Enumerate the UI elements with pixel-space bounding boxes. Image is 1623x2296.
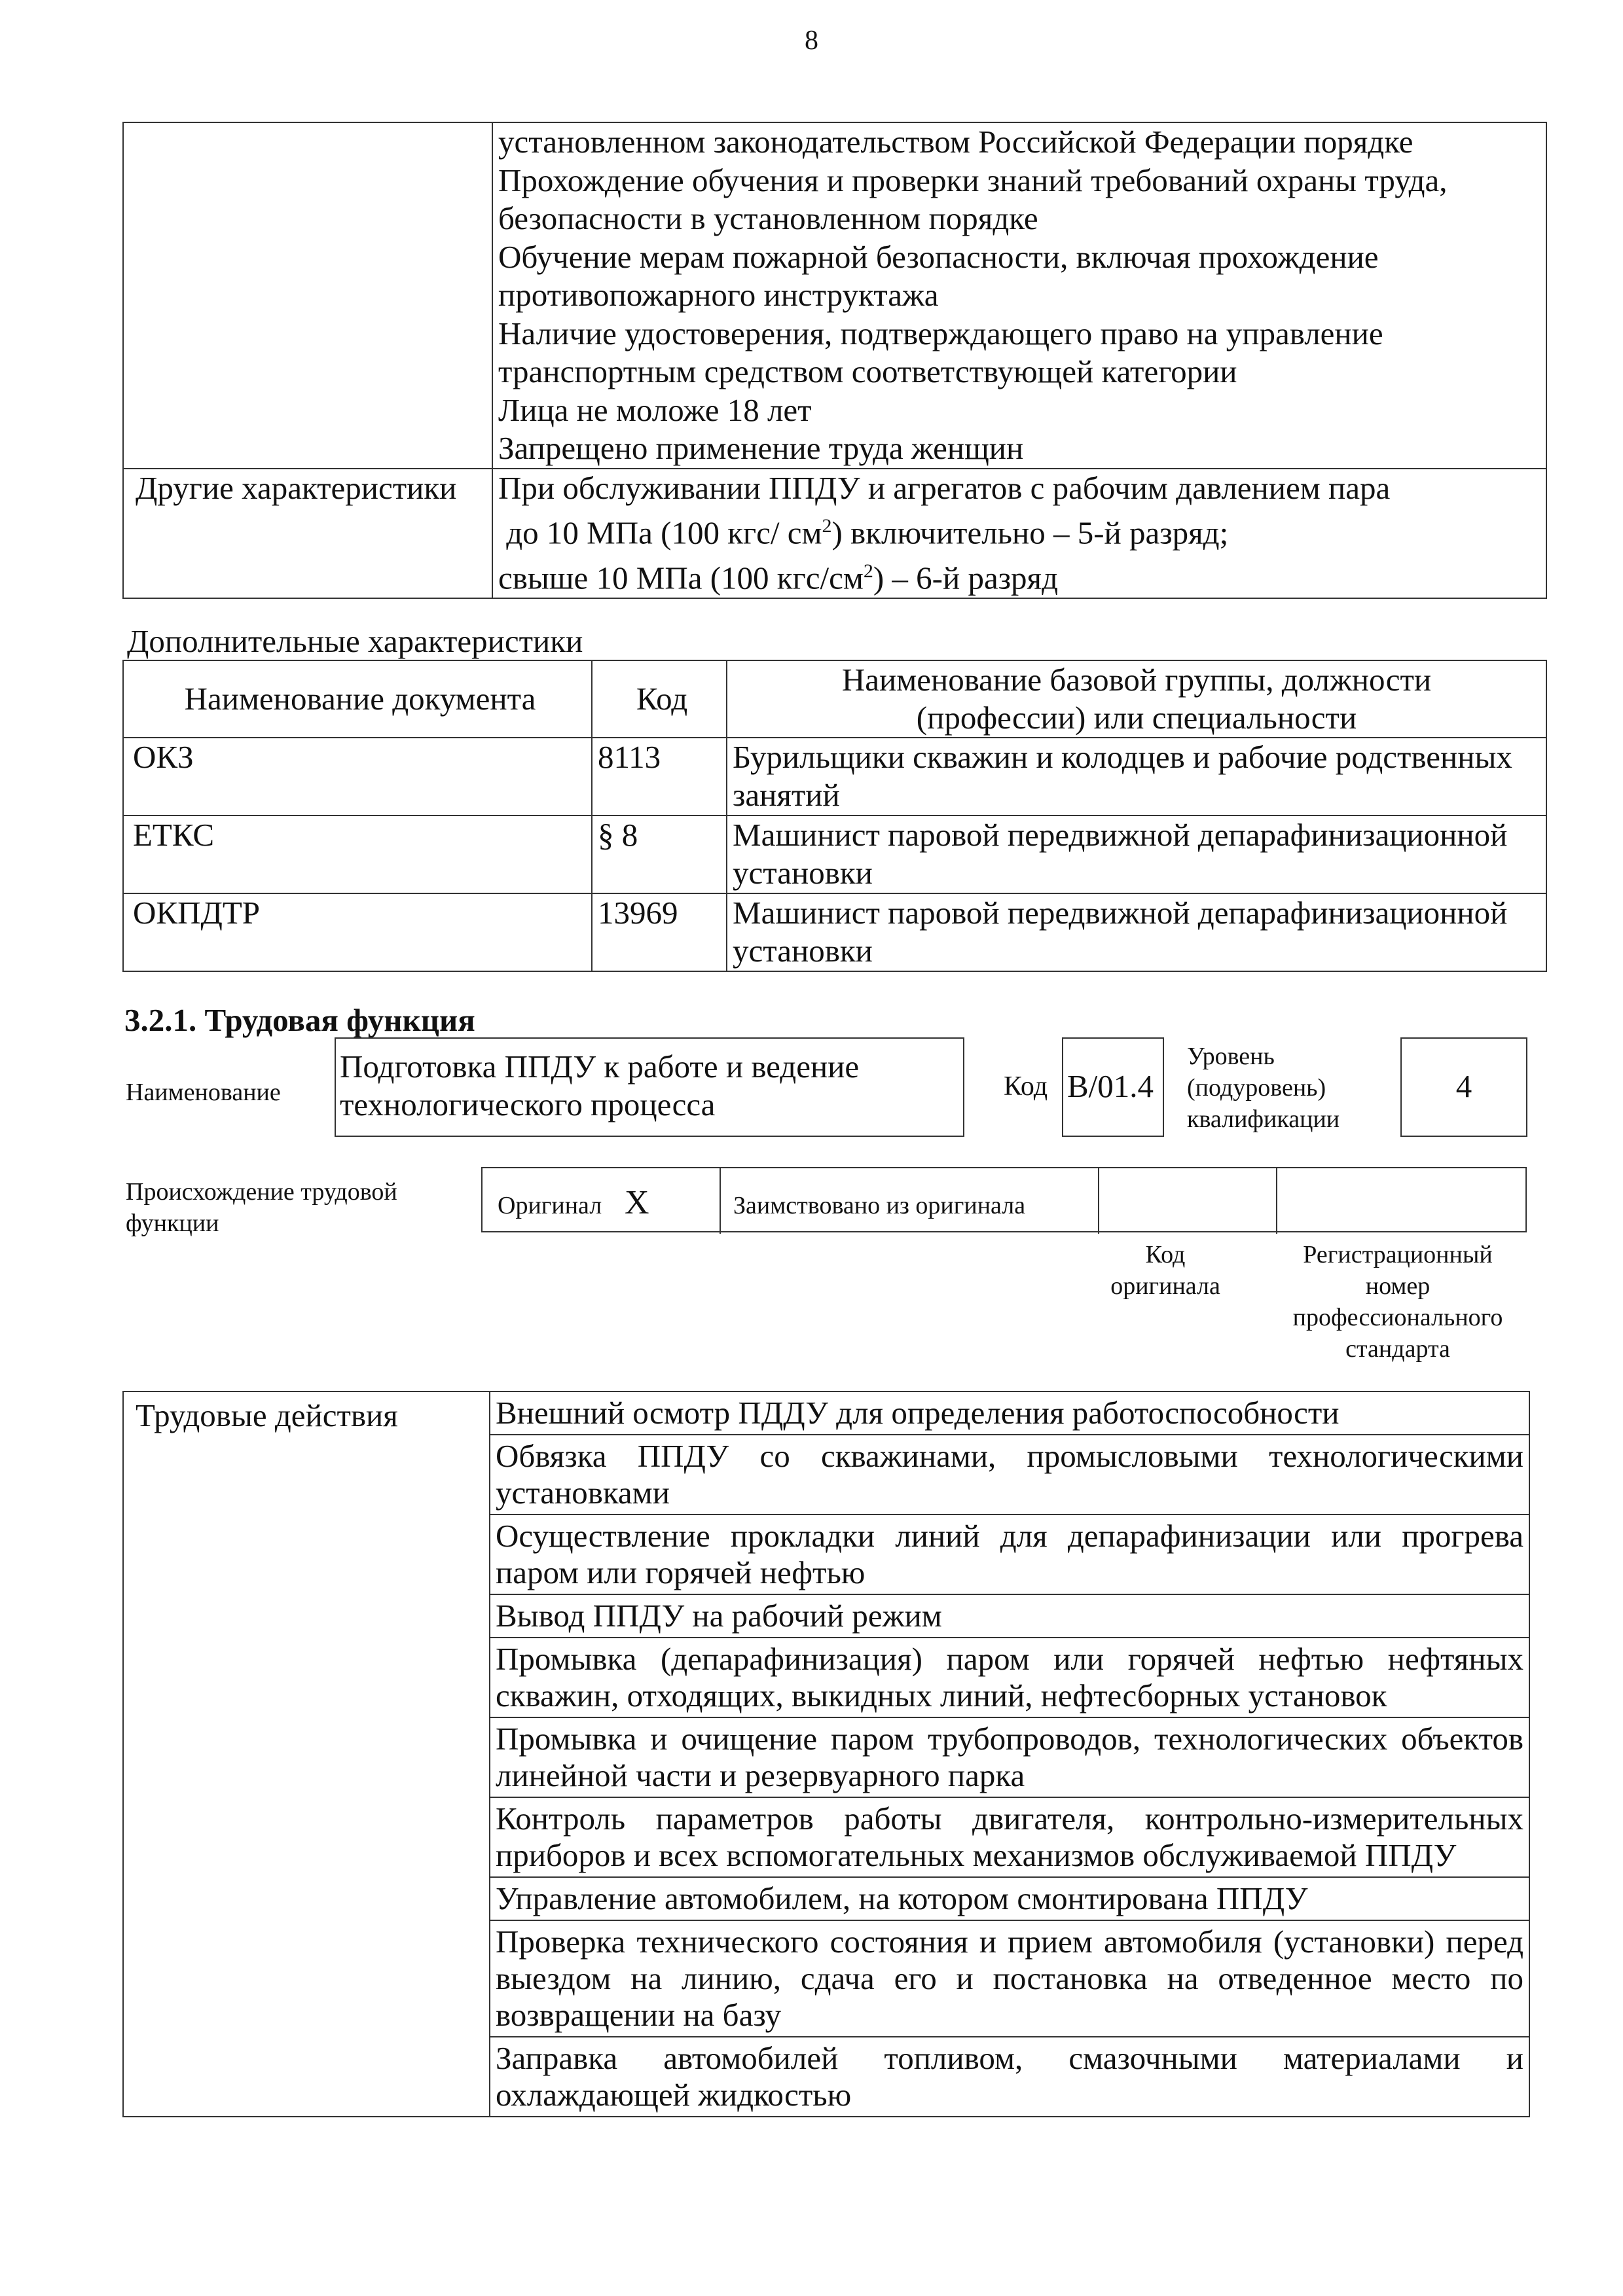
other-characteristics-label: Другие характеристики: [123, 469, 492, 598]
origin-label-line-1: Происхождение трудовой: [126, 1178, 397, 1206]
function-code-box: B/01.4: [1062, 1037, 1164, 1137]
requirements-table: [122, 122, 1547, 599]
requirements-list: [492, 122, 1546, 469]
other-line-3-a: свыше 10 МПа (100 кгс/см: [498, 560, 864, 596]
code-cell: 8113: [592, 738, 727, 816]
doc-cell: ОКПДТР: [123, 893, 592, 971]
labor-action: Промывка (депарафинизация) паром или горячей нефтью нефтяных скважин, отходящих, выкидных линий, нефтесборных установок: [490, 1638, 1529, 1717]
original-code-caption-line-2: оригинала: [1110, 1272, 1220, 1300]
table-row: [123, 1391, 1529, 1435]
level-label-line-3: квалификации: [1187, 1105, 1340, 1133]
labor-action: Вывод ППДУ на рабочий режим: [490, 1594, 1529, 1638]
requirement-line: транспортным средством соответствующей категории: [498, 353, 1237, 389]
table-row: [123, 469, 1546, 598]
labor-action: Обвязка ППДУ со скважинами, промысловыми технологическими установками: [490, 1435, 1529, 1515]
original-mark: X: [625, 1184, 649, 1221]
table-row: [123, 893, 1546, 971]
other-line-1: При обслуживании ППДУ и агрегатов с рабочим давлением пара: [498, 469, 1391, 506]
origin-label: [126, 1176, 397, 1239]
other-characteristics-text: [492, 469, 1546, 598]
requirements-left-cell: [123, 122, 492, 469]
requirement-line: противопожарного инструктажа: [498, 277, 939, 313]
registration-caption-line-1: Регистрационный: [1303, 1241, 1493, 1268]
other-line-2-b: ) включительно – 5-й разряд;: [831, 514, 1229, 551]
registration-number-caption: [1257, 1239, 1539, 1365]
table-header-row: [123, 660, 1546, 738]
header-code: Код: [592, 660, 727, 738]
doc-cell: ОКЗ: [123, 738, 592, 816]
table-row: [123, 738, 1546, 816]
page-number: 8: [805, 26, 818, 56]
qualification-level-box: 4: [1400, 1037, 1527, 1137]
table-row: [123, 816, 1546, 893]
header-group: Наименование базовой группы, должности (профессии) или специальности: [727, 660, 1546, 738]
labor-action: Управление автомобилем, на котором смонтирована ППДУ: [490, 1877, 1529, 1920]
code-cell: 13969: [592, 893, 727, 971]
labor-action: Проверка технического состояния и прием автомобиля (установки) перед выездом на линию, сдача его и постановка на отведенное место по возвращении на базу: [490, 1920, 1529, 2037]
level-label-line-2: (подуровень): [1187, 1074, 1326, 1102]
function-name-line-2: технологического процесса: [340, 1086, 716, 1122]
labor-action: Промывка и очищение паром трубопроводов, технологических объектов линейной части и резервуарного парка: [490, 1717, 1529, 1797]
additional-characteristics-caption: Дополнительные характеристики: [127, 623, 583, 659]
requirement-line: Лица не моложе 18 лет: [498, 391, 812, 428]
table-row: [123, 122, 1546, 469]
section-heading: 3.2.1. Трудовая функция: [124, 1002, 475, 1038]
function-name-box: [335, 1037, 964, 1137]
labor-actions-label: Трудовые действия: [123, 1391, 490, 2117]
requirement-line: безопасности в установленном порядке: [498, 200, 1038, 236]
requirement-line: Прохождение обучения и проверки знаний требований охраны труда,: [498, 162, 1448, 198]
origin-label-line-2: функции: [126, 1210, 219, 1237]
superscript: 2: [863, 560, 873, 582]
registration-caption-line-3: профессионального: [1292, 1304, 1503, 1331]
other-line-3: [498, 552, 1541, 598]
requirement-line: Обучение мерам пожарной безопасности, включая прохождение: [498, 238, 1379, 275]
other-line-2-a: до 10 МПа (100 кгс/ см: [506, 514, 822, 551]
origin-divider: [1098, 1168, 1099, 1234]
labor-action: Заправка автомобилей топливом, смазочными материалами и охлаждающей жидкостью: [490, 2037, 1529, 2117]
additional-characteristics-table: [122, 660, 1547, 972]
group-cell: Машинист паровой передвижной депарафинизационной установки: [727, 816, 1546, 893]
registration-caption-line-4: стандарта: [1345, 1335, 1450, 1363]
labor-action: Осуществление прокладки линий для депарафинизации или прогрева паром или горячей нефтью: [490, 1515, 1529, 1594]
other-line-2: [498, 507, 1541, 552]
level-label-line-1: Уровень: [1187, 1043, 1275, 1070]
other-line-3-b: ) – 6-й разряд: [873, 560, 1059, 596]
header-document: Наименование документа: [123, 660, 592, 738]
labor-action: Внешний осмотр ПДДУ для определения работоспособности: [490, 1391, 1529, 1435]
origin-divider: [1276, 1168, 1277, 1234]
labor-actions-table: [122, 1391, 1530, 2117]
requirement-line: Запрещено применение труда женщин: [498, 430, 1024, 466]
doc-cell: ЕТКС: [123, 816, 592, 893]
original-code-caption: [1093, 1239, 1237, 1302]
group-cell: Машинист паровой передвижной депарафинизационной установки: [727, 893, 1546, 971]
original-code-caption-line-1: Код: [1145, 1241, 1186, 1268]
group-cell: Бурильщики скважин и колодцев и рабочие родственных занятий: [727, 738, 1546, 816]
function-name-line-1: Подготовка ППДУ к работе и ведение: [340, 1049, 860, 1085]
name-label: Наименование: [126, 1079, 281, 1106]
original-label: Оригинал: [498, 1192, 602, 1219]
level-label: [1187, 1041, 1340, 1135]
registration-caption-line-2: номер: [1365, 1272, 1431, 1300]
origin-divider: [720, 1168, 721, 1234]
requirement-line: установленном законодательством Российской Федерации порядке: [498, 124, 1413, 160]
requirement-line: Наличие удостоверения, подтверждающего право на управление: [498, 315, 1383, 351]
superscript: 2: [822, 515, 832, 537]
code-label: Код: [1004, 1071, 1048, 1102]
code-cell: § 8: [592, 816, 727, 893]
labor-action: Контроль параметров работы двигателя, контрольно-измерительных приборов и всех вспомогательных механизмов обслуживаемой ППДУ: [490, 1797, 1529, 1877]
borrowed-label: Заимствовано из оригинала: [733, 1192, 1026, 1219]
